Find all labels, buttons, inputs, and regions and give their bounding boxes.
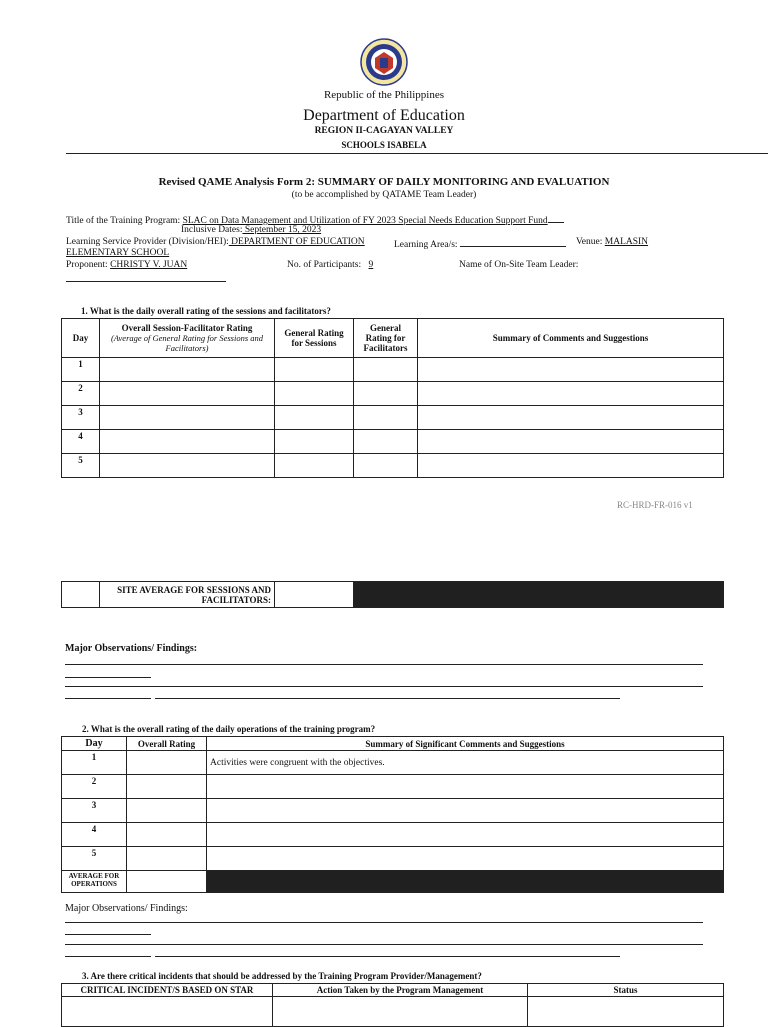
observation-line [65, 698, 151, 699]
dates-field [181, 225, 321, 235]
ops-day-cell: 4 [62, 823, 127, 847]
site-average-shaded [354, 582, 724, 608]
ops-rating-cell[interactable] [127, 847, 207, 871]
observations-title-2: Major Observations/ Findings: [65, 903, 188, 914]
ops-comment-cell[interactable] [207, 799, 724, 823]
table-row [62, 454, 724, 478]
observation-line [65, 944, 703, 945]
site-average-value[interactable] [275, 582, 354, 608]
col-day-header: Day [62, 319, 100, 358]
venue-label: Venue: [576, 237, 603, 247]
program-value: SLAC on Data Management and Utilization of FY 2023 Special Needs Education Support Fund [182, 216, 548, 226]
ops-col-summary: Summary of Significant Comments and Suggestions [207, 737, 724, 751]
participants-label: No. of Participants: [287, 260, 362, 270]
table-row [62, 382, 724, 406]
form-title-rest: : SUMMARY OF DAILY MONITORING AND EVALUATION [311, 176, 610, 188]
participants-field [287, 260, 378, 270]
observation-line [155, 698, 620, 699]
sessions-cell[interactable] [275, 430, 354, 454]
incident-col-header: CRITICAL INCIDENT/S BASED ON STAR [62, 984, 273, 997]
overall-cell[interactable] [100, 358, 275, 382]
action-col-header: Action Taken by the Program Management [273, 984, 528, 997]
incident-cell[interactable] [62, 997, 273, 1027]
ops-comment-cell[interactable] [207, 775, 724, 799]
col-facilitators-header: General Rating for Facilitators [354, 319, 418, 358]
venue-field [576, 237, 648, 247]
facilitators-cell[interactable] [354, 382, 418, 406]
schools-text: SCHOOLS ISABELA [341, 140, 427, 150]
venue-value: MALASIN [604, 237, 649, 247]
provider-value: DEPARTMENT OF EDUCATION [228, 237, 365, 247]
question-3: 3. Are there critical incidents that should be addressed by the Training Program Provider/Management? [82, 971, 482, 981]
session-rating-table [61, 318, 724, 478]
form-title [0, 176, 768, 188]
dates-value: September 15, 2023 [242, 225, 322, 235]
table-row [62, 406, 724, 430]
summary-cell[interactable] [418, 382, 724, 406]
facilitators-cell[interactable] [354, 430, 418, 454]
facilitators-cell[interactable] [354, 358, 418, 382]
dates-label: Inclusive Dates: [181, 225, 243, 235]
site-average-blank [62, 582, 100, 608]
leader-blank [66, 281, 226, 282]
table-row [62, 751, 724, 775]
col-overall-header [100, 319, 275, 358]
ops-day-cell: 1 [62, 751, 127, 775]
observation-line [155, 956, 620, 957]
deped-seal [360, 38, 408, 86]
facilitators-cell[interactable] [354, 454, 418, 478]
observations-title-1: Major Observations/ Findings: [65, 643, 198, 654]
overall-cell[interactable] [100, 430, 275, 454]
venue-value-2: ELEMENTARY SCHOOL [66, 248, 170, 258]
department-title: Department of Education [303, 107, 465, 124]
program-label: Title of the Training Program: [66, 216, 181, 226]
status-cell[interactable] [528, 997, 724, 1027]
program-blank [548, 213, 564, 223]
status-col-header: Status [528, 984, 724, 997]
summary-cell[interactable] [418, 358, 724, 382]
leader-label: Name of On-Site Team Leader: [459, 260, 579, 270]
day-cell: 5 [62, 454, 100, 478]
region-text: REGION II-CAGAYAN VALLEY [314, 126, 454, 136]
col-sessions-header: General Rating for Sessions [275, 319, 354, 358]
leader-field [459, 260, 578, 270]
observation-line [65, 922, 703, 923]
header-divider [66, 153, 768, 154]
ops-rating-cell[interactable] [127, 775, 207, 799]
operations-rating-table [61, 736, 724, 893]
ops-rating-cell[interactable] [127, 823, 207, 847]
ops-day-cell: 3 [62, 799, 127, 823]
table-row [62, 847, 724, 871]
sessions-cell[interactable] [275, 382, 354, 406]
col-overall-title: Overall Session-Facilitator Rating [121, 323, 253, 333]
overall-cell[interactable] [100, 454, 275, 478]
ops-rating-cell[interactable] [127, 751, 207, 775]
table-row [62, 799, 724, 823]
provider-field [66, 237, 365, 247]
ops-day-cell: 5 [62, 847, 127, 871]
ops-average-line1: AVERAGE FOR [68, 872, 120, 880]
area-field [394, 237, 566, 250]
observation-line [65, 677, 151, 678]
col-overall-note: (Average of General Rating for Sessions and Facilitators) [110, 333, 264, 353]
summary-cell[interactable] [418, 430, 724, 454]
question-2: 2. What is the overall rating of the daily operations of the training program? [82, 724, 376, 734]
ops-comment-cell[interactable] [207, 823, 724, 847]
observation-line [65, 956, 151, 957]
day-cell: 3 [62, 406, 100, 430]
ops-average-shaded [207, 871, 724, 893]
provider-label: Learning Service Provider (Division/HEI): [66, 237, 229, 247]
ops-average-label [62, 871, 127, 893]
ops-col-day: Day [62, 737, 127, 751]
observation-line [65, 664, 703, 665]
facilitators-cell[interactable] [354, 406, 418, 430]
proponent-value: CHRISTY V. JUAN [110, 260, 188, 270]
sessions-cell[interactable] [275, 358, 354, 382]
site-average-line1: SITE AVERAGE FOR SESSIONS AND [117, 584, 271, 595]
observation-line [65, 934, 151, 935]
table-row [62, 430, 724, 454]
critical-incidents-table [61, 983, 724, 1027]
area-blank [460, 237, 566, 247]
summary-cell[interactable] [418, 454, 724, 478]
ops-average-row [62, 871, 724, 893]
site-average-line2: FACILITATORS: [201, 594, 271, 605]
ops-col-rating: Overall Rating [127, 737, 207, 751]
ops-average-value[interactable] [127, 871, 207, 893]
day-cell: 4 [62, 430, 100, 454]
sessions-cell[interactable] [275, 454, 354, 478]
proponent-field [66, 260, 187, 270]
republic-text: Republic of the Philippines [323, 89, 445, 101]
ops-day-cell: 2 [62, 775, 127, 799]
question-1: 1. What is the daily overall rating of the sessions and facilitators? [81, 306, 331, 316]
form-subtitle: (to be accomplished by QATAME Team Leader) [291, 190, 477, 200]
day-cell: 1 [62, 358, 100, 382]
site-average-label [100, 582, 275, 608]
overall-cell[interactable] [100, 382, 275, 406]
form-title-main: Revised QAME Analysis Form 2 [158, 176, 312, 188]
col-summary-header: Summary of Comments and Suggestions [418, 319, 724, 358]
observation-line [65, 686, 703, 687]
sessions-cell[interactable] [275, 406, 354, 430]
summary-cell[interactable] [418, 406, 724, 430]
area-label: Learning Area/s: [394, 240, 458, 250]
table-row [62, 997, 724, 1027]
action-cell[interactable] [273, 997, 528, 1027]
table-row [62, 358, 724, 382]
ops-average-line2: OPERATIONS [71, 880, 117, 888]
overall-cell[interactable] [100, 406, 275, 430]
day-cell: 2 [62, 382, 100, 406]
ops-comment-cell[interactable]: Activities were congruent with the objectives. [207, 751, 724, 775]
table-row [62, 775, 724, 799]
document-code: RC-HRD-FR-016 v1 [617, 500, 693, 510]
ops-comment-cell[interactable] [207, 847, 724, 871]
ops-rating-cell[interactable] [127, 799, 207, 823]
site-average-table [61, 581, 724, 608]
participants-value: 9 [368, 260, 374, 270]
table-row [62, 823, 724, 847]
proponent-label: Proponent: [66, 260, 108, 270]
